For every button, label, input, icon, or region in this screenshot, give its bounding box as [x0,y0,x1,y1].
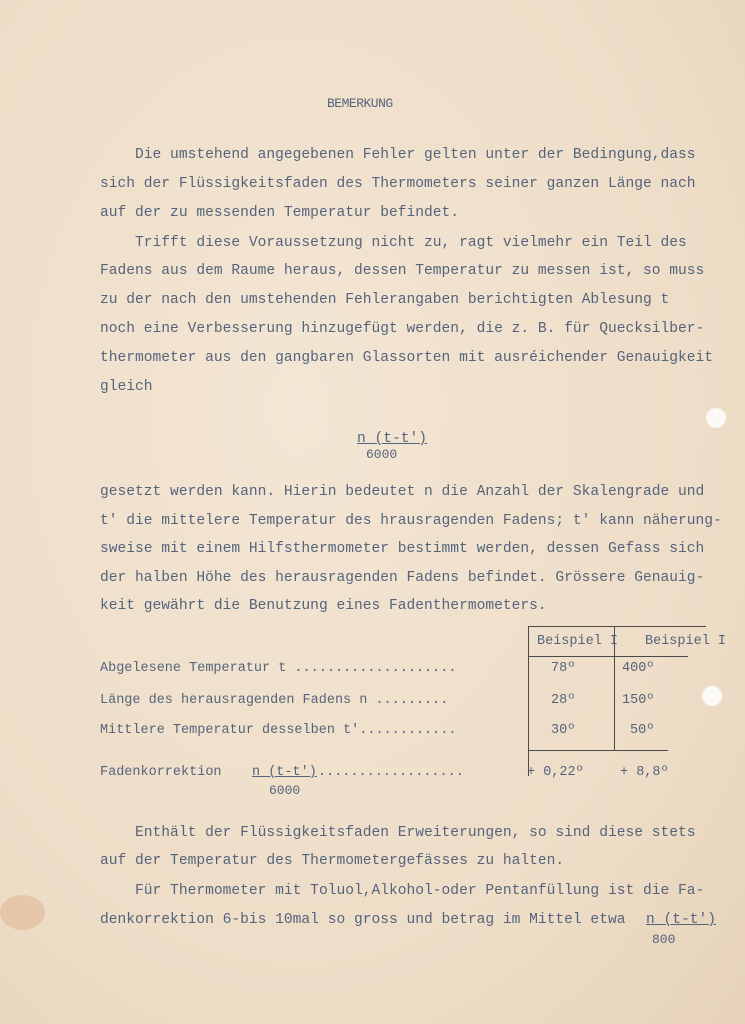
text-line: thermometer aus den gangbaren Glassorten mit ausréichender Genauigkeit [100,350,714,366]
text-line: Für Thermometer mit Toluol,Alkohol-oder Pentanfüllung ist die Fa- [100,883,705,899]
text-line: der halben Höhe des herausragenden Fadens befindet. Grössere Genauig- [100,570,705,586]
page-title: BEMERKUNG [327,96,393,111]
stain [0,895,45,930]
correction-denominator: 6000 [269,783,301,798]
cell: 400º [622,661,655,676]
table-rule [528,626,529,776]
correction-dots: .................. [318,765,464,780]
cell: 78º [551,661,576,676]
table-rule [528,656,688,657]
text-line: Enthält der Flüssigkeitsfaden Erweiterungen, so sind diese stets [100,825,696,841]
text-line: noch eine Verbesserung hinzugefügt werden, die z. B. für Quecksilber- [100,321,705,337]
cell: 28º [551,693,576,708]
text-line: Die umstehend angegebenen Fehler gelten unter der Bedingung,dass [100,147,696,163]
column-header: Beispiel I [645,634,727,649]
column-header: Beispiel I [537,634,619,649]
row-label: Abgelesene Temperatur t .................... [100,661,457,676]
text-line: zu der nach den umstehenden Fehlerangaben berichtigten Ablesung t [100,292,670,308]
row-label: Länge des herausragenden Fadens n ......... [100,693,449,708]
formula-denominator: 6000 [366,447,398,462]
correction-label: Fadenkorrektion [100,765,222,780]
cell: 50º [630,723,655,738]
text-line: sweise mit einem Hilfsthermometer bestimmt werden, dessen Gefass sich [100,541,705,557]
cell: 30º [551,723,576,738]
final-formula-denominator: 800 [652,932,676,947]
correction-numerator: n (t-t') [252,765,317,780]
text-line: Trifft diese Voraussetzung nicht zu, ragt vielmehr ein Teil des [100,235,687,251]
table-rule [528,750,668,751]
punch-hole [702,686,722,706]
text-line: keit gewährt die Benutzung eines Fadenthermometers. [100,598,547,614]
punch-hole [706,408,726,428]
text-line: auf der Temperatur des Thermometergefässes zu halten. [100,853,565,869]
text-line: auf der zu messenden Temperatur befindet. [100,205,460,221]
formula-numerator: n (t-t') [357,431,428,447]
text-line: Fadens aus dem Raume heraus, dessen Temperatur zu messen ist, so muss [100,263,705,279]
cell: 150º [622,693,655,708]
text-line: t' die mittelere Temperatur des hrausragenden Fadens; t' kann näherung- [100,513,722,529]
text-line: gleich [100,379,153,395]
final-formula-numerator: n (t-t') [646,912,717,928]
table-rule [528,626,706,627]
row-label: Mittlere Temperatur desselben t'............ [100,723,457,738]
cell: + 0,22º [527,765,584,780]
text-line: denkorrektion 6-bis 10mal so gross und betrag im Mittel etwa [100,912,626,928]
text-line: gesetzt werden kann. Hierin bedeutet n die Anzahl der Skalengrade und [100,484,705,500]
cell: + 8,8º [620,765,669,780]
text-line: sich der Flüssigkeitsfaden des Thermometers seiner ganzen Länge nach [100,176,696,192]
